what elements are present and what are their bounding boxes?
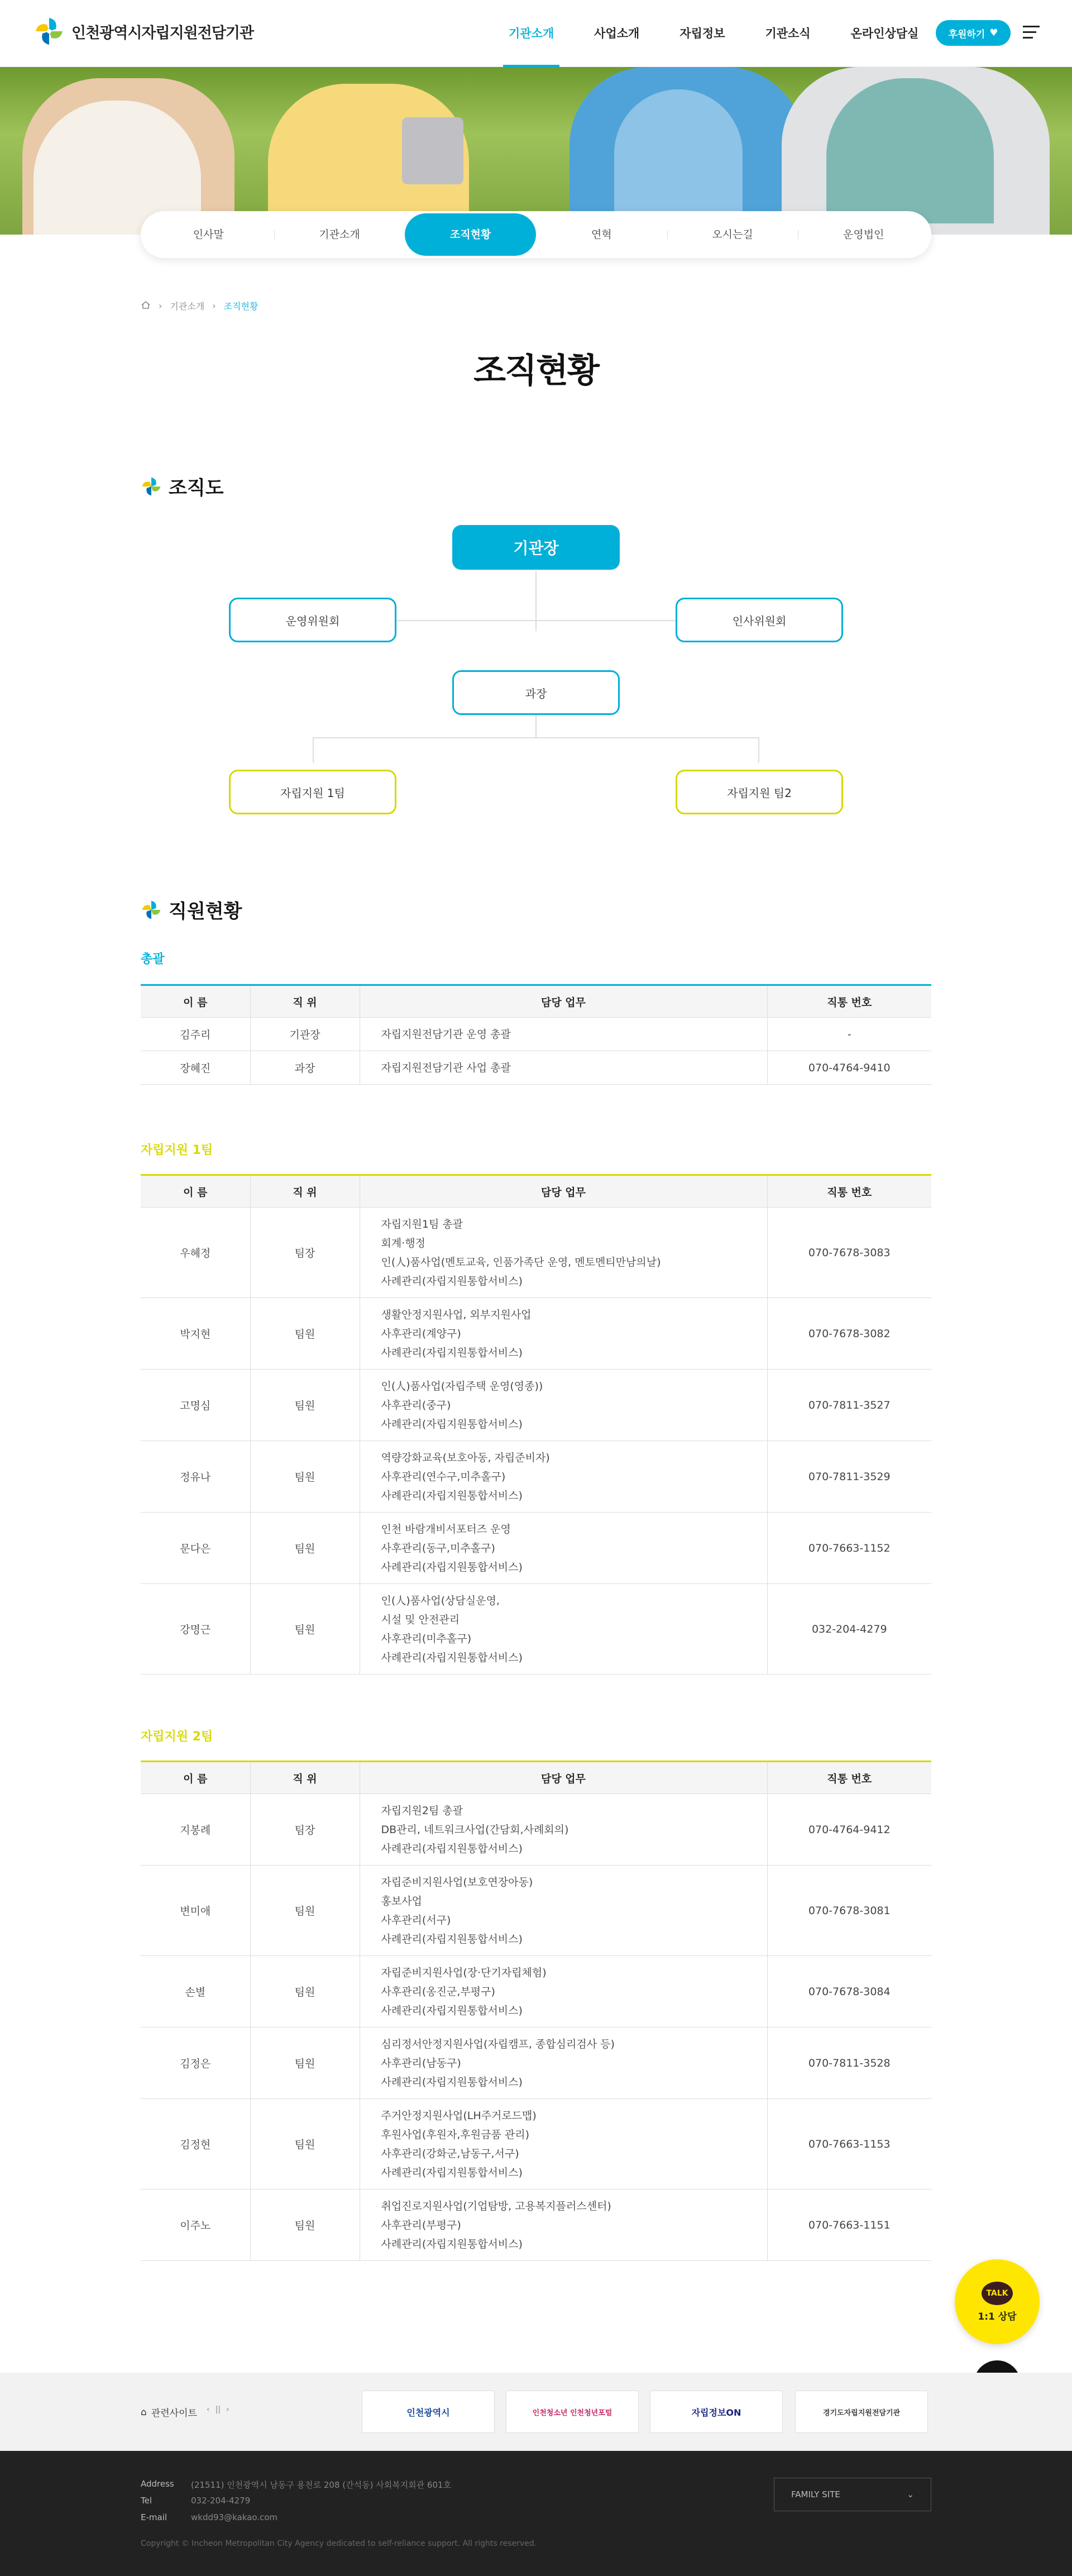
related-sites: [0, 2373, 1072, 2451]
table-row: [141, 1584, 931, 1675]
staff-duty-line: 취업진로지원사업(기업탐방, 고용복지플러스센터): [381, 2200, 611, 2212]
staff-phone: 070-7811-3527: [767, 1370, 931, 1441]
staff-name: 우혜정: [141, 1208, 250, 1298]
header-name: 이 름: [141, 1762, 250, 1794]
staff-position: 과장: [250, 1051, 360, 1085]
banner-gyeonggi-text: 경기도자립지원전담기관: [822, 2408, 901, 2417]
pinwheel-icon: [141, 476, 162, 497]
staff-duty-line: 심리정서안정지원사업(자립캠프, 종합심리검사 등): [381, 2038, 615, 2050]
group-label-general: 총괄: [141, 952, 165, 966]
nav-item-info[interactable]: 자립정보: [679, 27, 725, 40]
header-duty: 담당 업무: [360, 1175, 767, 1208]
staff-duty-line: 사후관리(부평구): [381, 2219, 461, 2231]
nav-item-counsel[interactable]: 온라인상담실: [850, 27, 919, 40]
banner-self-reliance-info[interactable]: [650, 2391, 783, 2433]
prev-icon[interactable]: ‹: [207, 2405, 210, 2414]
staff-duty-line: 사례관리(자립지원통합서비스): [381, 1842, 523, 1855]
staff-duty-line: 생활안정지원사업, 외부지원사업: [381, 1308, 532, 1321]
staff-duty-line: 사례관리(자립지원통합서비스): [381, 1561, 523, 1573]
staff-position: 팀원: [250, 2028, 360, 2099]
staff-name: 김주리: [141, 1018, 250, 1051]
staff-duty-line: 역량강화교육(보호아동, 자립준비자): [381, 1451, 550, 1464]
staff-position: 팀원: [250, 2099, 360, 2189]
kakao-talk-button[interactable]: [955, 2259, 1040, 2344]
staff-duty-line: 사례관리(자립지원통합서비스): [381, 1346, 523, 1359]
staff-duty-line: 인(人)품사업(상담실운영,: [381, 1594, 500, 1607]
org-box-operating-committee: 운영위원회: [229, 598, 396, 642]
breadcrumb-item[interactable]: 기관소개: [170, 301, 205, 312]
banner-youth-portal-text: 인천청소년 인천청년포털: [532, 2408, 612, 2417]
table-row: [141, 1018, 931, 1051]
staff-phone: 070-7811-3529: [767, 1441, 931, 1513]
table-row: [141, 1794, 931, 1866]
footer-address-value: (21511) 인천광역시 남동구 용천로 208 (간석동) 사회복지회관 601호: [191, 2480, 452, 2490]
talk-bubble-icon: TALK: [982, 2282, 1013, 2305]
staff-duty-line: 사례관리(자립지원통합서비스): [381, 2004, 523, 2017]
staff-duty-line: 자립지원2팀 총괄: [381, 1804, 463, 1817]
footer-email: [141, 2512, 277, 2522]
footer-email-label: E-mail: [141, 2512, 168, 2522]
staff-duty-line: 자립지원전담기관 사업 총괄: [381, 1061, 511, 1074]
related-sites-label-text: 관련사이트: [151, 2408, 197, 2419]
staff-phone: 070-7678-3084: [767, 1956, 931, 2028]
staff-duty-line: 사후관리(미추홀구): [381, 1632, 472, 1645]
header-phone: 직통 번호: [767, 1175, 931, 1208]
staff-name: 장혜진: [141, 1051, 250, 1085]
staff-position: 팀원: [250, 1441, 360, 1513]
banner-incheon[interactable]: [362, 2391, 495, 2433]
org-box-team1: 자립지원 1팀: [229, 770, 396, 814]
staff-name: 김정현: [141, 2099, 250, 2189]
staff-section-title-text: 직원현황: [169, 900, 242, 923]
header-phone: 직통 번호: [767, 1762, 931, 1794]
staff-phone: 070-7678-3082: [767, 1298, 931, 1370]
staff-name: 손별: [141, 1956, 250, 2028]
staff-duty: [360, 1018, 767, 1051]
breadcrumb-separator-icon: ›: [212, 300, 216, 311]
table-row: [141, 1208, 931, 1298]
group-label-team1: 자립지원 1팀: [141, 1143, 213, 1157]
next-icon[interactable]: ›: [226, 2405, 229, 2414]
header-position: 직 위: [250, 1175, 360, 1208]
staff-phone: 070-7678-3081: [767, 1866, 931, 1956]
staff-duty-line: 시설 및 안전관리: [381, 1613, 460, 1626]
header-position: 직 위: [250, 1762, 360, 1794]
staff-duty-line: 사례관리(자립지원통합서비스): [381, 1418, 523, 1430]
header-duty: 담당 업무: [360, 1762, 767, 1794]
main-nav: [489, 0, 939, 67]
staff-duty: [360, 2189, 767, 2261]
menu-icon[interactable]: [1023, 26, 1040, 39]
org-section-title: [141, 473, 224, 500]
staff-duty: [360, 1866, 767, 1956]
nav-item-about[interactable]: 기관소개: [489, 0, 574, 67]
subnav-organization[interactable]: 조직현황: [405, 213, 536, 256]
staff-name: 변미애: [141, 1866, 250, 1956]
table-row: [141, 1298, 931, 1370]
heart-icon: ♥: [989, 27, 998, 39]
staff-duty: [360, 1584, 767, 1675]
table-row: [141, 2189, 931, 2261]
staff-duty: [360, 1298, 767, 1370]
nav-item-business[interactable]: 사업소개: [594, 27, 640, 40]
org-section-title-text: 조직도: [169, 477, 224, 499]
staff-duty-line: 사후관리(동구,미추홀구): [381, 1542, 495, 1554]
staff-duty: [360, 2099, 767, 2189]
footer-tel-value: 032-204-4279: [191, 2496, 251, 2506]
subnav-history[interactable]: 연혁: [591, 228, 612, 241]
staff-duty-line: 홍보사업: [381, 1895, 422, 1907]
kakao-label: 1:1 상담: [978, 2311, 1017, 2322]
footer-address: [141, 2479, 451, 2491]
staff-duty-line: 사후관리(계양구): [381, 1327, 461, 1340]
table-header-row: [141, 985, 931, 1018]
pinwheel-logo-icon: [34, 16, 65, 47]
staff-position: 팀원: [250, 1298, 360, 1370]
staff-duty: [360, 1370, 767, 1441]
subnav-about[interactable]: 기관소개: [274, 213, 405, 256]
staff-position: 기관장: [250, 1018, 360, 1051]
staff-phone: -: [767, 1018, 931, 1051]
staff-duty-line: 인천 바람개비서포터즈 운영: [381, 1523, 511, 1535]
header-phone: 직통 번호: [767, 985, 931, 1018]
table-row: [141, 2099, 931, 2189]
staff-name: 이주노: [141, 2189, 250, 2261]
table-row: [141, 1956, 931, 2028]
staff-table-general: [141, 984, 931, 1085]
footer-address-label: Address: [141, 2479, 174, 2489]
table-body: [141, 1794, 931, 2261]
table-row: [141, 1051, 931, 1085]
table-body: [141, 1208, 931, 1675]
staff-duty-line: 주거안정지원사업(LH주거로드맵): [381, 2109, 537, 2122]
banner-incheon-text: 인천광역시: [406, 2407, 450, 2418]
related-sites-label: [141, 2405, 197, 2419]
staff-name: 강명근: [141, 1584, 250, 1675]
staff-table-team2: [141, 1761, 931, 2261]
banner-youth-portal[interactable]: [506, 2391, 639, 2433]
staff-duty-line: 인(人)품사업(자립주택 운영(영종)): [381, 1380, 543, 1392]
table-row: [141, 1441, 931, 1513]
table-row: [141, 1866, 931, 1956]
org-box-personnel-committee: 인사위원회: [676, 598, 843, 642]
header-position: 직 위: [250, 985, 360, 1018]
staff-duty: [360, 1051, 767, 1085]
footer-tel-label: Tel: [141, 2496, 152, 2506]
subnav-directions[interactable]: 오시는길: [667, 213, 798, 256]
page-title: 조직현황: [473, 351, 599, 390]
staff-duty-line: 자립준비지원사업(보호연장아동): [381, 1876, 533, 1888]
staff-phone: 032-204-4279: [767, 1584, 931, 1675]
related-sites-controls: [207, 2405, 229, 2414]
staff-duty-line: 자립지원전담기관 운영 총괄: [381, 1028, 511, 1041]
staff-name: 김정은: [141, 2028, 250, 2099]
staff-duty-line: 사례관리(자립지원통합서비스): [381, 1489, 523, 1502]
logo-text: 인천광역시자립지원전담기관: [71, 24, 254, 42]
staff-position: 팀원: [250, 2189, 360, 2261]
staff-name: 지봉례: [141, 1794, 250, 1866]
breadcrumb: [141, 299, 258, 312]
site-header: [0, 0, 1072, 67]
staff-table-team1: [141, 1174, 931, 1675]
staff-position: 팀원: [250, 1584, 360, 1675]
group-label-team2: 자립지원 2팀: [141, 1730, 213, 1744]
banner-self-reliance-info-text: 자립정보ON: [691, 2407, 741, 2418]
home-icon: ⌂: [141, 2406, 147, 2418]
staff-position: 팀원: [250, 1866, 360, 1956]
staff-duty-line: 사후관리(중구): [381, 1399, 451, 1411]
staff-name: 박지현: [141, 1298, 250, 1370]
subnav-corporation[interactable]: 운영법인: [798, 213, 929, 256]
staff-duty-line: 사후관리(연수구,미추홀구): [381, 1470, 506, 1483]
table-row: [141, 1370, 931, 1441]
family-site-label: FAMILY SITE: [791, 2489, 840, 2499]
staff-phone: 070-7663-1153: [767, 2099, 931, 2189]
donate-button[interactable]: [936, 20, 1011, 46]
sub-nav: [141, 211, 931, 258]
staff-position: 팀원: [250, 1370, 360, 1441]
header-duty: 담당 업무: [360, 985, 767, 1018]
staff-section-title: [141, 896, 242, 923]
table-row: [141, 2028, 931, 2099]
staff-duty-line: 자립지원1팀 총괄: [381, 1218, 463, 1230]
staff-duty: [360, 1208, 767, 1298]
copyright: Copyright © Incheon Metropolitan City Agency dedicated to self-reliance support. All rights reserved.: [141, 2539, 537, 2548]
staff-duty: [360, 2028, 767, 2099]
subnav-greeting[interactable]: 인사말: [193, 228, 224, 241]
staff-duty-line: 사례관리(자립지원통합서비스): [381, 1651, 523, 1664]
home-icon[interactable]: [141, 300, 151, 312]
staff-duty-line: 사례관리(자립지원통합서비스): [381, 2166, 523, 2179]
header-name: 이 름: [141, 1175, 250, 1208]
staff-duty-line: 회계·행정: [381, 1237, 425, 1249]
table-header-row: [141, 1762, 931, 1794]
donate-label: 후원하기: [948, 28, 985, 40]
family-site-select[interactable]: [774, 2478, 931, 2511]
staff-duty: [360, 1956, 767, 2028]
staff-duty-line: DB관리, 네트워크사업(간담회,사례회의): [381, 1823, 569, 1836]
staff-phone: 070-7811-3528: [767, 2028, 931, 2099]
staff-duty: [360, 1794, 767, 1866]
nav-item-news[interactable]: 기관소식: [765, 27, 811, 40]
breadcrumb-current: 조직현황: [223, 301, 259, 312]
pinwheel-icon: [141, 899, 162, 920]
staff-phone: 070-4764-9410: [767, 1051, 931, 1085]
footer-email-value: wkdd93@kakao.com: [191, 2512, 278, 2522]
staff-position: 팀장: [250, 1208, 360, 1298]
staff-duty-line: 사후관리(남동구): [381, 2057, 461, 2069]
staff-position: 팀원: [250, 1956, 360, 2028]
staff-position: 팀장: [250, 1794, 360, 1866]
staff-name: 고명심: [141, 1370, 250, 1441]
staff-phone: 070-7663-1151: [767, 2189, 931, 2261]
table-row: [141, 1513, 931, 1584]
staff-name: 문다은: [141, 1513, 250, 1584]
staff-duty-line: 사례관리(자립지원통합서비스): [381, 2238, 523, 2250]
pause-icon[interactable]: ||: [215, 2405, 221, 2414]
staff-duty: [360, 1513, 767, 1584]
org-chart: [0, 519, 1072, 832]
staff-duty-line: 사후관리(강화군,남동구,서구): [381, 2147, 519, 2160]
staff-duty-line: 사례관리(자립지원통합서비스): [381, 1275, 523, 1287]
staff-duty-line: 사례관리(자립지원통합서비스): [381, 2076, 523, 2088]
org-box-team2: 자립지원 팀2: [676, 770, 843, 814]
site-logo[interactable]: [34, 16, 253, 47]
staff-position: 팀원: [250, 1513, 360, 1584]
table-body: [141, 1018, 931, 1085]
table-header-row: [141, 1175, 931, 1208]
hero-image: [0, 67, 1072, 235]
site-footer: [0, 2451, 1072, 2576]
staff-phone: 070-4764-9412: [767, 1794, 931, 1866]
chevron-down-icon: ⌄: [907, 2489, 914, 2499]
staff-name: 정유나: [141, 1441, 250, 1513]
staff-duty-line: 후원사업(후원자,후원금품 관리): [381, 2128, 530, 2141]
footer-tel: [141, 2496, 250, 2506]
header-name: 이 름: [141, 985, 250, 1018]
staff-duty-line: 자립준비지원사업(장·단기자립체험): [381, 1966, 547, 1979]
staff-duty-line: 인(人)품사업(멘토교육, 인품가족단 운영, 멘토멘티만남의날): [381, 1256, 661, 1268]
org-box-director: 기관장: [452, 525, 620, 570]
staff-phone: 070-7663-1152: [767, 1513, 931, 1584]
staff-duty: [360, 1441, 767, 1513]
staff-duty-line: 사례관리(자립지원통합서비스): [381, 1933, 523, 1945]
staff-duty-line: 사후관리(옹진군,부평구): [381, 1985, 495, 1998]
staff-duty-line: 사후관리(서구): [381, 1914, 451, 1926]
staff-phone: 070-7678-3083: [767, 1208, 931, 1298]
org-box-manager: 과장: [452, 670, 620, 715]
breadcrumb-separator-icon: ›: [159, 300, 162, 311]
banner-gyeonggi[interactable]: [795, 2391, 928, 2433]
